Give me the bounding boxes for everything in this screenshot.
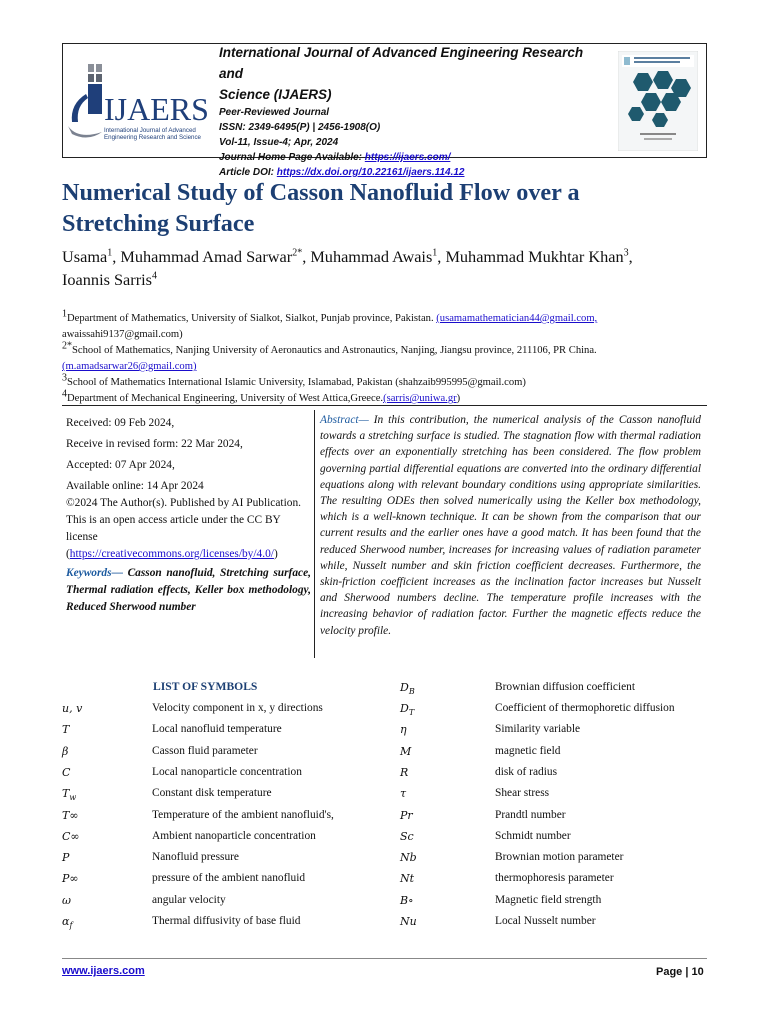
article-dates bbox=[66, 413, 311, 497]
svg-text:International Journal of Advan: International Journal of Advanced bbox=[104, 127, 196, 134]
symbol: u, v bbox=[62, 702, 83, 715]
symbol-description: Brownian diffusion coefficient bbox=[495, 681, 636, 693]
author-list: Usama$^1$, Muhammad Amad Sarwar$^{2*}$, Muhammad Awais$^1$, Muhammad Mukhtar Khan$^3$, Ioannis Sarris$^4$ bbox=[62, 247, 633, 289]
journal-info bbox=[219, 42, 609, 180]
symbol-row bbox=[62, 809, 712, 830]
symbol-row bbox=[62, 766, 712, 787]
symbol: T∞ bbox=[62, 808, 79, 822]
symbol-description: Local nanofluid temperature bbox=[152, 723, 282, 736]
symbol: P bbox=[62, 851, 70, 865]
symbol: Nt bbox=[400, 872, 415, 886]
peer-reviewed: Peer-Reviewed Journal bbox=[219, 107, 330, 118]
symbol-row bbox=[62, 702, 712, 723]
affiliations: $^1$Department of Mathematics, University of Sialkot, Sialkot, Punjab province, Pakistan. (usamamathematician44@gmail.com, awaissahi9137@gmail.com) $^{2*}$School of Mathematics, Nanjing University of Aeronautics and Astronautics, Nanjing, Jiangsu province, 211106, PR China. (m.amadsarwar26@gmail.com) $^3$School of Mathematics International Islamic University, Islamabad, Pakistan (shahzaib995995@gmail.com) $^4$Department of Mechanical Engineering, University of West Attica,Greece.(sarris@uniwa.gr) bbox=[62, 311, 712, 407]
doi-line: Article DOI: https://dx.doi.org/10.22161/ijaers.114.12 bbox=[219, 167, 465, 178]
affiliation-4: $^4$Department of Mechanical Engineering, University of West Attica,Greece.(sarris@uniwa.gr) bbox=[62, 388, 461, 404]
symbol-row bbox=[62, 830, 712, 851]
symbol-row bbox=[62, 723, 712, 744]
symbol-description: Thermal diffusivity of base fluid bbox=[152, 915, 301, 927]
symbol-description: Schmidt number bbox=[495, 829, 571, 842]
symbol-description: Similarity variable bbox=[495, 723, 581, 736]
symbol-description: Coefficient of thermophoretic diffusion bbox=[495, 702, 675, 714]
symbol: M bbox=[400, 744, 412, 758]
symbol-row bbox=[62, 915, 712, 936]
symbol: P∞ bbox=[62, 872, 79, 886]
symbol: B∘ bbox=[400, 893, 414, 907]
symbol-description: Local Nusselt number bbox=[495, 915, 596, 927]
affiliation-2: $^{2*}$School of Mathematics, Nanjing University of Aeronautics and Astronautics, Nanjing, Jiangsu province, 211106, PR China. bbox=[62, 340, 597, 356]
author: Muhammad Mukhtar Khan bbox=[445, 247, 624, 266]
affiliation-1: $^1$Department of Mathematics, University of Sialkot, Sialkot, Punjab province, Pakistan. (usamamathematician44@gmail.com, bbox=[62, 308, 598, 324]
keywords-label: Keywords bbox=[66, 567, 112, 579]
journal-name: International Journal of Advanced Engineering Research and bbox=[219, 45, 584, 81]
symbol-row bbox=[62, 745, 712, 766]
symbol: $T_w$ bbox=[62, 787, 77, 803]
symbol-row bbox=[62, 851, 712, 872]
symbol-description: thermophoresis parameter bbox=[495, 872, 614, 885]
email-link[interactable]: (sarris@uniwa.gr bbox=[383, 393, 457, 404]
symbol-row bbox=[62, 681, 712, 702]
symbol: β bbox=[62, 744, 69, 758]
symbol-description: Magnetic field strength bbox=[495, 893, 602, 906]
symbol-description: Local nanoparticle concentration bbox=[152, 765, 302, 778]
symbol: Pr bbox=[400, 808, 413, 822]
symbol-description: Ambient nanoparticle concentration bbox=[152, 829, 316, 842]
license-text: ©2024 The Author(s). Published by AI Publication. This is an open access article under the CC BY license (https://creativecommons.org/licenses/by/4.0/) bbox=[66, 497, 301, 560]
column-divider bbox=[314, 410, 315, 658]
footer-site-link[interactable]: www.ijaers.com bbox=[62, 965, 145, 977]
revised-date: Receive in revised form: 22 Mar 2024, bbox=[66, 438, 243, 450]
symbol: $\alpha_f$ bbox=[62, 915, 73, 931]
email-link[interactable]: (usamamathematician44@gmail.com, bbox=[436, 313, 598, 324]
affiliation-3: $^3$School of Mathematics International Islamic University, Islamabad, Pakistan (shahzaib995995@gmail.com) bbox=[62, 372, 526, 388]
symbol-row bbox=[62, 894, 712, 915]
abstract-text: In this contribution, the numerical analysis of the Casson nanofluid towards a stretching surface is studied. The stagnation flow with thermal radiation effects over an exponentially stretching has been considered. The flow problem governing partial differential equations are converted into the ordinary differential equations along with relevant boundary conditions using appropriate similarities. The resulting ODEs then solved numerically using the Keller box methodology, which is a well-known technique. It can be shown from the comparison that our current results and the earlier ones have a good match. It has been found that the reduced Sherwood number, increases for increasing values of radiation parameter while, Nusselt number and skin friction coefficient decreases. Furthermore, the skin-friction coefficient increases as the inclination factor increases but Nusselt and Sherwood numbers decline. The temperature profile increases with the increasing behavior of radiation factor. Further the magnetic effects reduce the velocity profile. bbox=[320, 414, 701, 637]
symbol-description: angular velocity bbox=[152, 893, 226, 906]
svg-text:Engineering Research and Scien: Engineering Research and Science bbox=[104, 134, 201, 141]
email-link[interactable]: (m.amadsarwar26@gmail.com) bbox=[62, 361, 197, 372]
homepage-line: Journal Home Page Available: https://ijaers.com/ bbox=[219, 152, 451, 163]
abstract: Abstract— In this contribution, the numerical analysis of the Casson nanofluid towards a stretching surface is studied. The stagnation flow with thermal radiation effects over an exponentially stretching has been considered. The flow problem governing partial differential equations are converted into the ordinary differential equations along with relevant boundary conditions using appropriate similarities. The resulting ODEs then solved numerically using the Keller box methodology, which is a well-known technique. It can be shown from the comparison that our current results and the earlier ones have a good match. It has been found that the reduced Sherwood number, increases for increasing values of radiation parameter while, Nusselt number and skin friction coefficient decreases. Furthermore, the skin-friction coefficient increases as the inclination factor increases but Nusselt and Sherwood numbers decline. The temperature profile increases with the increasing behavior of radiation factor. Further the magnetic effects reduce the velocity profile. bbox=[320, 414, 701, 637]
symbol-row bbox=[62, 872, 712, 893]
symbol-description: Brownian motion parameter bbox=[495, 851, 624, 864]
issn: ISSN: 2349-6495(P) | 2456-1908(O) bbox=[219, 122, 381, 133]
received-date: Received: 09 Feb 2024, bbox=[66, 417, 175, 429]
symbol-row bbox=[62, 787, 712, 808]
symbol: Nu bbox=[400, 915, 417, 928]
symbol: ω bbox=[62, 893, 71, 907]
logo-text: IJAERS bbox=[104, 91, 209, 127]
symbol: Sc bbox=[400, 829, 414, 843]
symbol-description: Casson fluid parameter bbox=[152, 744, 258, 757]
symbol-description: Prandtl number bbox=[495, 808, 566, 821]
journal-name-line2: Science (IJAERS) bbox=[219, 87, 332, 102]
keywords: Keywords— Casson nanofluid, Stretching surface, Thermal radiation effects, Keller box methodology, Reduced Sherwood number bbox=[66, 567, 311, 613]
homepage-link[interactable]: https://ijaers.com/ bbox=[364, 152, 451, 163]
symbol-description: Nanofluid pressure bbox=[152, 851, 239, 864]
paper-title: Numerical Study of Casson Nanofluid Flow over a Stretching Surface bbox=[62, 179, 580, 237]
accepted-date: Accepted: 07 Apr 2024, bbox=[66, 459, 175, 471]
author: Muhammad Awais bbox=[310, 247, 433, 266]
symbol: Nb bbox=[400, 851, 417, 865]
symbol: T bbox=[62, 723, 70, 737]
keywords-text: Casson nanofluid, Stretching surface, Thermal radiation effects, Keller box methodology, Reduced Sherwood number bbox=[66, 567, 311, 613]
author: Muhammad Amad Sarwar bbox=[120, 247, 293, 266]
symbol: $D_T$ bbox=[400, 702, 415, 718]
symbol-description: Shear stress bbox=[495, 787, 550, 800]
journal-cover-image bbox=[618, 51, 698, 151]
symbol: R bbox=[400, 765, 409, 779]
symbol: C bbox=[62, 765, 71, 779]
symbol: η bbox=[400, 723, 407, 737]
symbols-heading: LIST OF SYMBOLS bbox=[153, 680, 258, 693]
symbol: $D_B$ bbox=[400, 681, 415, 697]
license-link[interactable]: https://creativecommons.org/licenses/by/4.0/ bbox=[69, 548, 274, 560]
doi-link[interactable]: https://dx.doi.org/10.22161/ijaers.114.12 bbox=[276, 167, 465, 178]
symbol: τ bbox=[400, 787, 407, 801]
ijaers-logo bbox=[66, 62, 212, 146]
author: Usama bbox=[62, 247, 108, 266]
symbol: C∞ bbox=[62, 829, 80, 843]
volume-issue: Vol-11, Issue-4; Apr, 2024 bbox=[219, 137, 339, 148]
footer-divider bbox=[62, 958, 707, 959]
symbol-description: Velocity component in x, y directions bbox=[152, 702, 323, 714]
page-number: Page | 10 bbox=[656, 966, 704, 978]
symbol-description: disk of radius bbox=[495, 765, 558, 778]
symbol-description: Constant disk temperature bbox=[152, 787, 272, 800]
online-date: Available online: 14 Apr 2024 bbox=[66, 480, 204, 492]
divider bbox=[62, 405, 707, 406]
symbol-description: pressure of the ambient nanofluid bbox=[152, 872, 306, 885]
symbol-description: magnetic field bbox=[495, 744, 561, 757]
author: Ioannis Sarris bbox=[62, 270, 152, 289]
symbol-description: Temperature of the ambient nanofluid's, bbox=[152, 808, 334, 821]
abstract-label: Abstract bbox=[320, 414, 359, 426]
